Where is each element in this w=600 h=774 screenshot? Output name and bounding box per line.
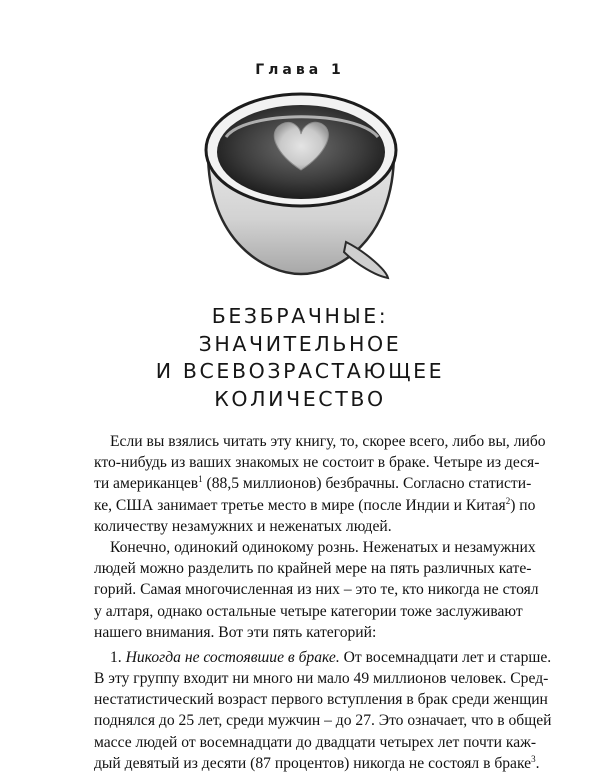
title-line-4: КОЛИЧЕСТВО — [214, 386, 386, 411]
footnote-ref-3: 3 — [531, 753, 536, 764]
text-line — [94, 753, 540, 774]
text-line: Если вы взялись читать эту книгу, то, скорее всего, либо вы, либо — [110, 433, 546, 450]
paragraph-1-line-2 — [94, 452, 540, 473]
text-line: у алтаря, однако остальные четыре категории тоже заслуживают — [94, 602, 523, 620]
paragraph-2-line-1 — [94, 537, 536, 558]
text-fragment: (88,5 миллионов) безбрачны. Согласно статисти- — [202, 475, 532, 493]
text-line: горий. Самая многочисленная из них – это те, кто никогда не стоял — [94, 581, 539, 599]
cup-handle — [344, 242, 388, 278]
paragraph-3-line-2 — [94, 668, 549, 689]
category-heading: Никогда не состоявшие в браке. — [125, 648, 340, 666]
paragraph-3-line-6 — [94, 753, 540, 774]
paragraph-1-line-4 — [94, 495, 536, 516]
body-text — [94, 431, 552, 774]
paragraph-3-line-3 — [94, 689, 548, 710]
text-line: людей можно разделить по крайней мере на пять различных кате- — [94, 560, 532, 578]
title-line-2: ЗНАЧИТЕЛЬНОЕ — [198, 331, 402, 356]
text-line: Конечно, одинокий одинокому рознь. Неженатых и незамужних — [110, 538, 536, 556]
text-fragment: От восемнадцати лет и старше. — [343, 648, 552, 666]
text-line: поднялся до 25 лет, среди мужчин – до 27. Это означает, что в общей — [94, 712, 552, 730]
title-line-3: И ВСЕВОЗРАСТАЮЩЕЕ — [155, 359, 445, 383]
paragraph-1-line-1 — [94, 431, 546, 452]
paragraph-3-line-1 — [94, 647, 552, 668]
chapter-title — [0, 303, 600, 413]
text-fragment: ке, США занимает третье место в мире (после Индии и Китая — [94, 496, 506, 514]
paragraph-2-line-4 — [94, 601, 523, 622]
text-fragment: ) по — [510, 496, 536, 514]
text-line — [94, 495, 536, 516]
footnote-ref-2: 2 — [505, 495, 511, 506]
paragraph-3-line-4 — [94, 710, 552, 731]
title-line-1: БЕЗБРАЧНЫЕ: — [211, 304, 389, 328]
paragraph-1-line-5 — [94, 516, 512, 537]
text-fragment: дый девятый из десяти (87 процентов) никогда не состоял в браке — [94, 754, 532, 772]
text-line: нестатистический возраст первого вступления в брак среди женщин — [94, 691, 548, 709]
text-line: кто-нибудь из ваших знакомых не состоит в браке. Четыре из деся- — [94, 454, 540, 472]
text-fragment: . — [535, 754, 540, 772]
footnote-ref-1: 1 — [198, 474, 203, 485]
coffee-cup-heart-icon — [196, 92, 406, 282]
text-line: нашего внимания. Вот эти пять категорий: — [94, 623, 377, 641]
text-fragment: ти американцев — [94, 475, 199, 493]
text-line: В эту группу входит ни много ни мало 49 миллионов человек. Сред- — [94, 670, 549, 688]
paragraph-1-line-3 — [94, 473, 532, 494]
paragraph-2-line-3 — [94, 579, 539, 600]
list-number: 1. — [110, 648, 122, 666]
text-line: массе людей от восемнадцати до двадцати четырех лет почти каж- — [94, 733, 537, 751]
paragraph-2-line-5 — [94, 622, 512, 643]
chapter-label: Глава 1 — [255, 62, 345, 78]
text-line — [110, 647, 552, 668]
paragraph-2-line-2 — [94, 558, 532, 579]
text-line — [94, 473, 532, 494]
text-line: количеству незамужних и неженатых людей. — [94, 517, 392, 535]
